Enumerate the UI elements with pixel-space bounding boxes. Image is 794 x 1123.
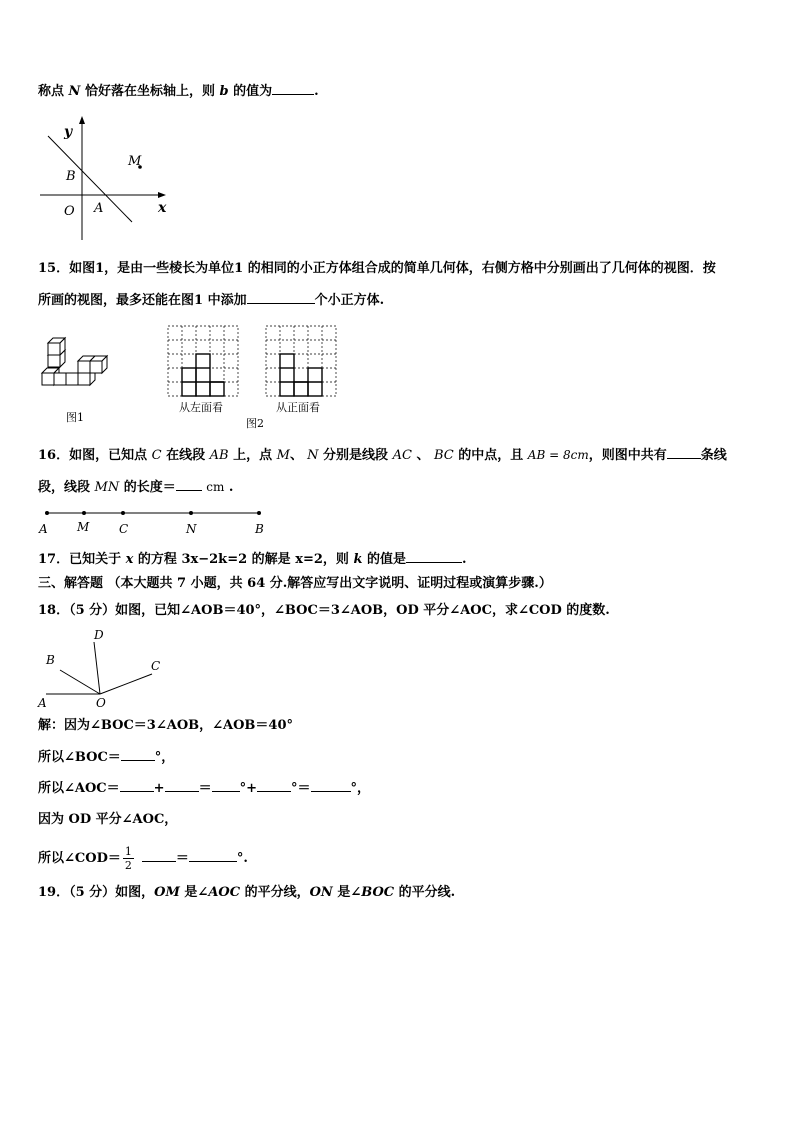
q18-prompt: 18．（5 分）如图，已知∠AOB＝40°，∠BOC＝3∠AOB，OD 平分∠AOC，求∠COD 的度数.: [38, 603, 610, 618]
seg-m-label: M: [77, 520, 90, 534]
q18-solution-line4: 因为 OD 平分∠AOC，: [38, 812, 178, 827]
fig2-caption: 图2: [246, 417, 264, 430]
answer-blank[interactable]: [247, 292, 315, 304]
answer-blank[interactable]: [189, 850, 237, 862]
point-m-label: M: [128, 154, 142, 169]
fraction-one-half: $\frac{1}{2}$: [124, 845, 132, 872]
answer-blank[interactable]: [667, 447, 701, 459]
answer-blank[interactable]: [176, 479, 202, 491]
q19-line: 19．（5 分）如图，OM 是∠AOC 的平分线，ON 是∠BOC 的平分线.: [38, 885, 456, 900]
q16-line1: 16．如图，已知点 C 在线段 AB 上，点 M、 N 分别是线段 AC 、 BC 的中点，且 AB = 8cm，则图中共有 条线: [38, 448, 727, 463]
answer-blank[interactable]: [120, 780, 154, 792]
left-view-caption: 从左面看: [179, 401, 223, 414]
front-view-caption: 从正面看: [276, 401, 320, 414]
ray-d-label: D: [94, 628, 104, 642]
origin-label: O: [64, 204, 75, 219]
q18-angle-figure: [36, 628, 176, 708]
y-axis-label: y: [64, 124, 73, 140]
vertex-o-label: O: [96, 696, 106, 710]
answer-blank[interactable]: [406, 551, 462, 563]
answer-blank[interactable]: [121, 749, 155, 761]
seg-n-label: N: [186, 522, 197, 536]
answer-blank[interactable]: [165, 780, 199, 792]
answer-blank[interactable]: [212, 780, 240, 792]
ray-b-label: B: [46, 653, 55, 667]
q15-cube-figure: [38, 332, 118, 422]
seg-a-label: A: [39, 522, 48, 536]
answer-blank[interactable]: [311, 780, 351, 792]
q17-line: 17．已知关于 x 的方程 3x−2k=2 的解是 x=2，则 k 的值是 .: [38, 552, 467, 567]
ray-c-label: C: [151, 659, 161, 673]
q15-view-grids: [160, 322, 360, 434]
q16-segment-figure: [38, 506, 278, 540]
q18-solution-line1: 解：因为∠BOC＝3∠AOB，∠AOB＝40°: [38, 718, 294, 733]
q16-line2: 段，线段 MN 的长度＝ cm .: [38, 480, 234, 495]
q14-coordinate-figure: [36, 112, 176, 242]
x-axis-label: x: [158, 200, 167, 216]
answer-blank[interactable]: [142, 850, 176, 862]
seg-b-label: B: [255, 522, 264, 536]
q18-solution-line3: 所以∠AOC＝ + ＝ °+ °＝ °，: [38, 781, 371, 796]
point-b-label: B: [66, 169, 76, 184]
q18-solution-line2: 所以∠BOC＝ °，: [38, 750, 175, 765]
q18-solution-line5: 所以∠COD＝ $\frac{1}{2}$ ＝ °.: [38, 845, 248, 872]
ray-a-label: A: [38, 696, 47, 710]
seg-c-label: C: [119, 522, 129, 536]
point-a-label: A: [94, 201, 104, 216]
fig1-caption: 图1: [66, 411, 84, 424]
answer-blank[interactable]: [272, 83, 314, 95]
section-3-heading: 三、解答题 （本大题共 7 小题，共 64 分.解答应写出文字说明、证明过程或演算步骤.）: [38, 576, 552, 591]
q15-line2: 所画的视图，最多还能在图1 中添加 个小正方体.: [38, 293, 385, 308]
answer-blank[interactable]: [257, 780, 291, 792]
q15-line1: 15．如图1，是由一些棱长为单位1 的相同的小正方体组合成的简单几何体，右侧方格中分别画出了几何体的视图．按: [38, 261, 716, 276]
q14-tail-line: 称点 N 恰好落在坐标轴上，则 b 的值为 .: [38, 84, 319, 99]
